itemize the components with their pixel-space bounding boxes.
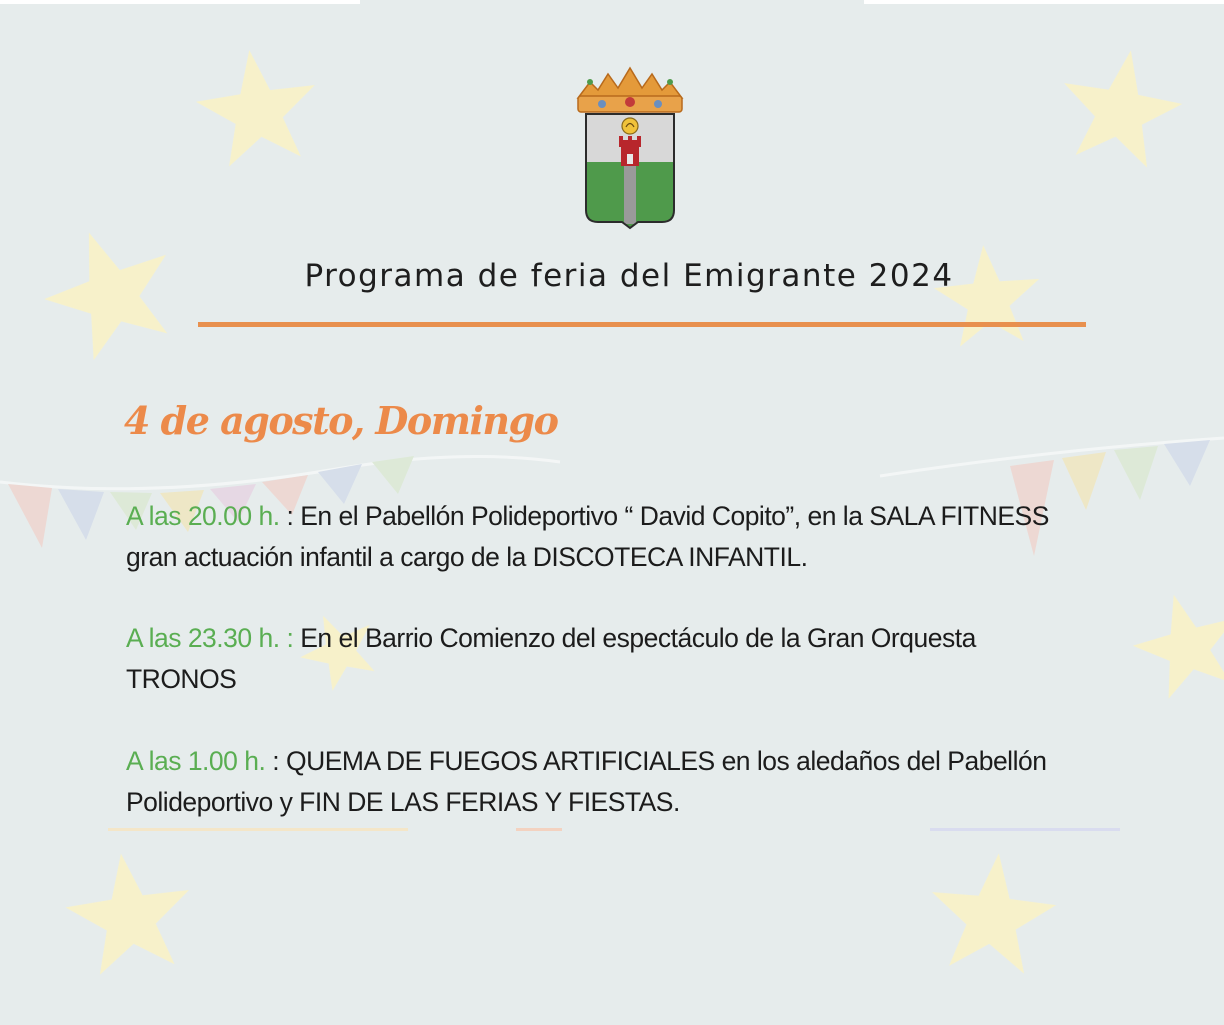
event-separator: : [265,746,286,776]
bottom-decoration-line [108,828,408,831]
event-description-continued: gran actuación infantil a cargo de la DISCOTECA INFANTIL. [126,542,808,572]
event-description-continued: TRONOS [126,664,237,694]
star-icon [190,42,324,170]
day-heading: 4 de agosto, Domingo [124,398,558,443]
star-icon [59,845,199,978]
event-item [126,496,1086,578]
star-icon [1052,40,1190,172]
event-item [126,741,1086,823]
event-description: En el Barrio Comienzo del espectáculo de la Gran Orquesta [300,623,976,653]
star-icon [925,847,1061,976]
event-separator: : [279,501,301,531]
star-icon [1123,581,1224,704]
event-item [126,618,1086,700]
event-time: A las 23.30 h. : [126,623,294,653]
title-divider [198,322,1086,327]
coat-of-arms-icon [572,66,688,230]
event-description: En el Pabellón Polideportivo “ David Copito”, en la SALA FITNESS [300,501,1049,531]
event-description-continued: Polideportivo y FIN DE LAS FERIAS Y FIESTAS. [126,787,680,817]
star-icon [28,210,191,368]
event-description: QUEMA DE FUEGOS ARTIFICIALES en los aledaños del Pabellón [285,746,1047,776]
bottom-decoration-line [516,828,562,831]
event-time: A las 1.00 h. [126,746,266,776]
star-icon [931,241,1045,349]
shield-icon [586,114,674,228]
page-title: Programa de feria del Emigrante 2024 [304,258,954,294]
crown-icon [578,68,682,112]
bottom-decoration-line [930,828,1120,831]
event-time: A las 20.00 h. [126,501,280,531]
